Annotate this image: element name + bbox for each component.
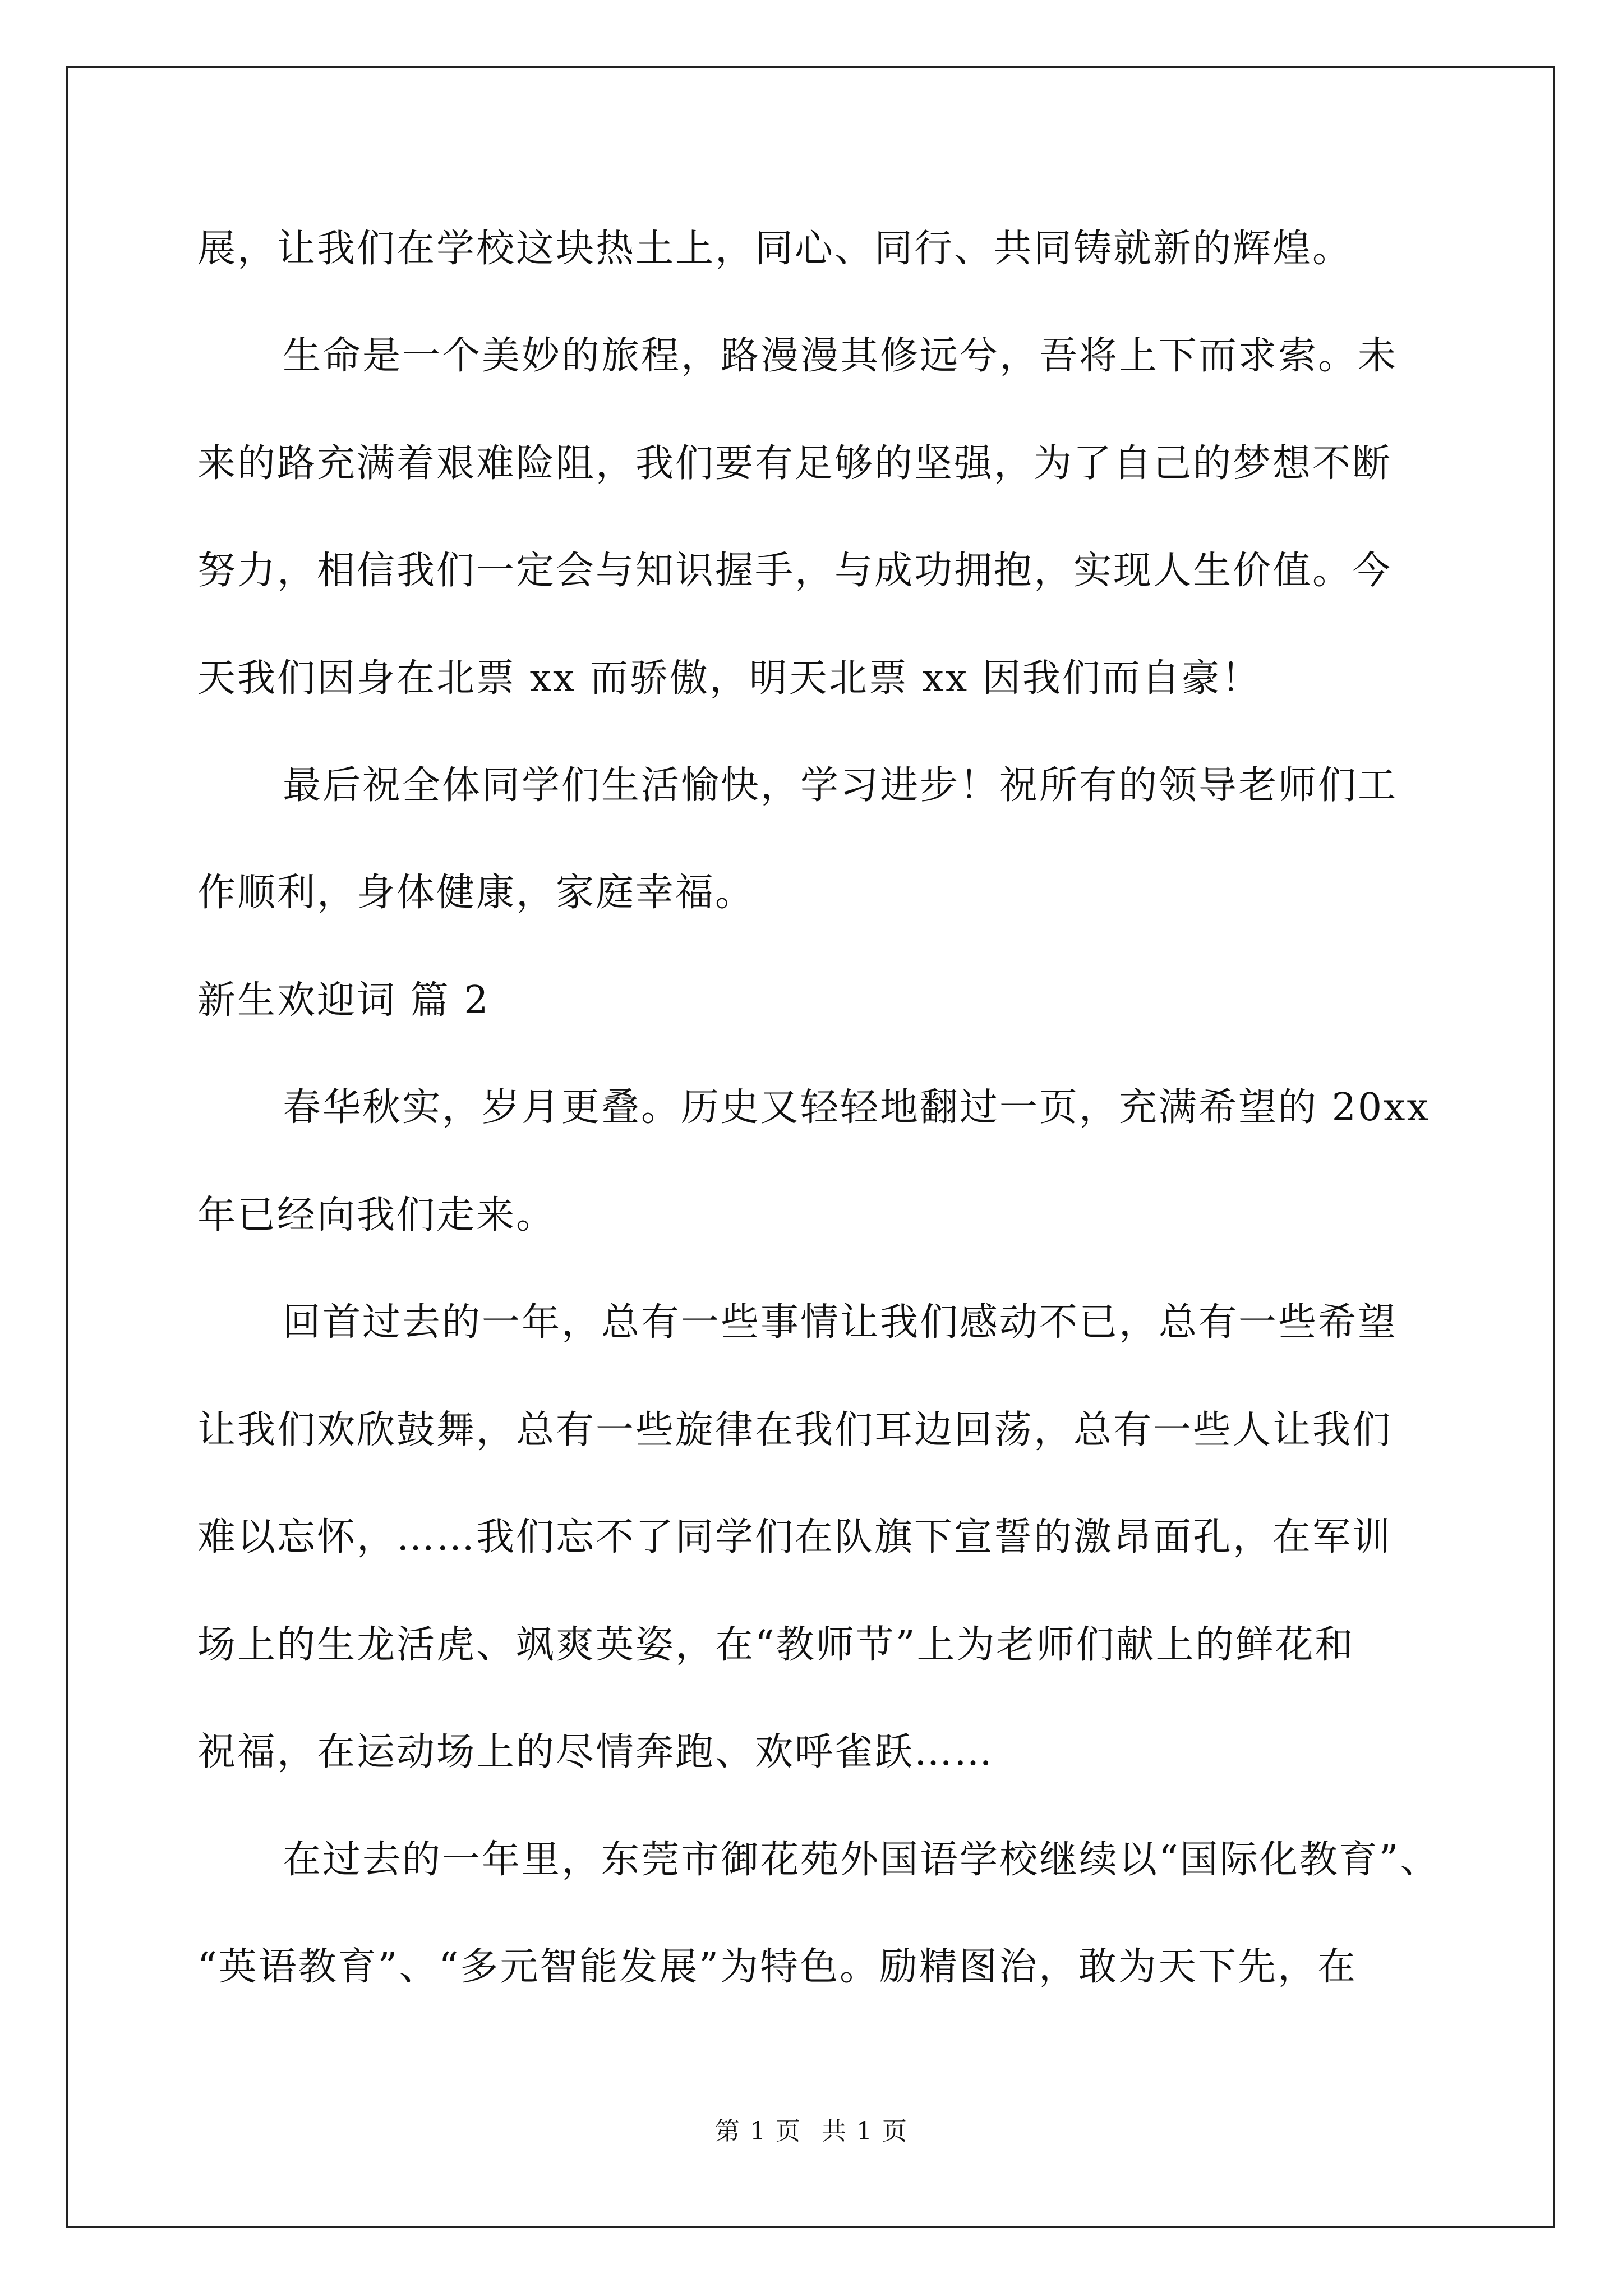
text-line-5: 天我们因身在北票 xx 而骄傲，明天北票 xx 因我们而自豪！ — [197, 656, 1261, 701]
text-line-2: 生命是一个美妙的旅程，路漫漫其修远兮，吾将上下而求索。未 — [283, 334, 1398, 378]
page-border — [66, 66, 1555, 2228]
text-line-17: “英语教育”、“多元智能发展”为特色。励精图治，敢为天下先，在 — [197, 1945, 1358, 1989]
text-line-9: 春华秋实，岁月更叠。历史又轻轻地翻过一页，充满希望的 20xx — [283, 1085, 1430, 1130]
page-number: 第 1 页 — [715, 2117, 801, 2146]
text-line-12: 让我们欢欣鼓舞，总有一些旋律在我们耳边回荡，总有一些人让我们 — [197, 1408, 1393, 1452]
text-line-11: 回首过去的一年，总有一些事情让我们感动不已，总有一些希望 — [283, 1300, 1398, 1345]
text-line-13: 难以忘怀，……我们忘不了同学们在队旗下宣誓的激昂面孔，在军训 — [197, 1515, 1393, 1559]
text-line-7: 作顺利，身体健康，家庭幸福。 — [197, 871, 755, 915]
section-heading: 新生欢迎词 篇 2 — [197, 978, 490, 1023]
text-line-3: 来的路充满着艰难险阻，我们要有足够的坚强，为了自己的梦想不断 — [197, 441, 1393, 486]
page-footer — [0, 2115, 1623, 2148]
text-line-4: 努力，相信我们一定会与知识握手，与成功拥抱，实现人生价值。今 — [197, 549, 1393, 593]
text-line-1: 展，让我们在学校这块热土上，同心、同行、共同铸就新的辉煌。 — [197, 227, 1353, 271]
text-line-15: 祝福，在运动场上的尽情奔跑、欢呼雀跃…… — [197, 1730, 994, 1774]
text-line-14: 场上的生龙活虎、飒爽英姿，在“教师节”上为老师们献上的鲜花和 — [197, 1623, 1355, 1667]
text-line-10: 年已经向我们走来。 — [197, 1193, 556, 1237]
text-line-6: 最后祝全体同学们生活愉快，学习进步！祝所有的领导老师们工 — [283, 763, 1398, 808]
page-count: 共 1 页 — [822, 2117, 908, 2146]
text-line-16: 在过去的一年里，东莞市御花苑外国语学校继续以“国际化教育”、 — [283, 1838, 1440, 1882]
